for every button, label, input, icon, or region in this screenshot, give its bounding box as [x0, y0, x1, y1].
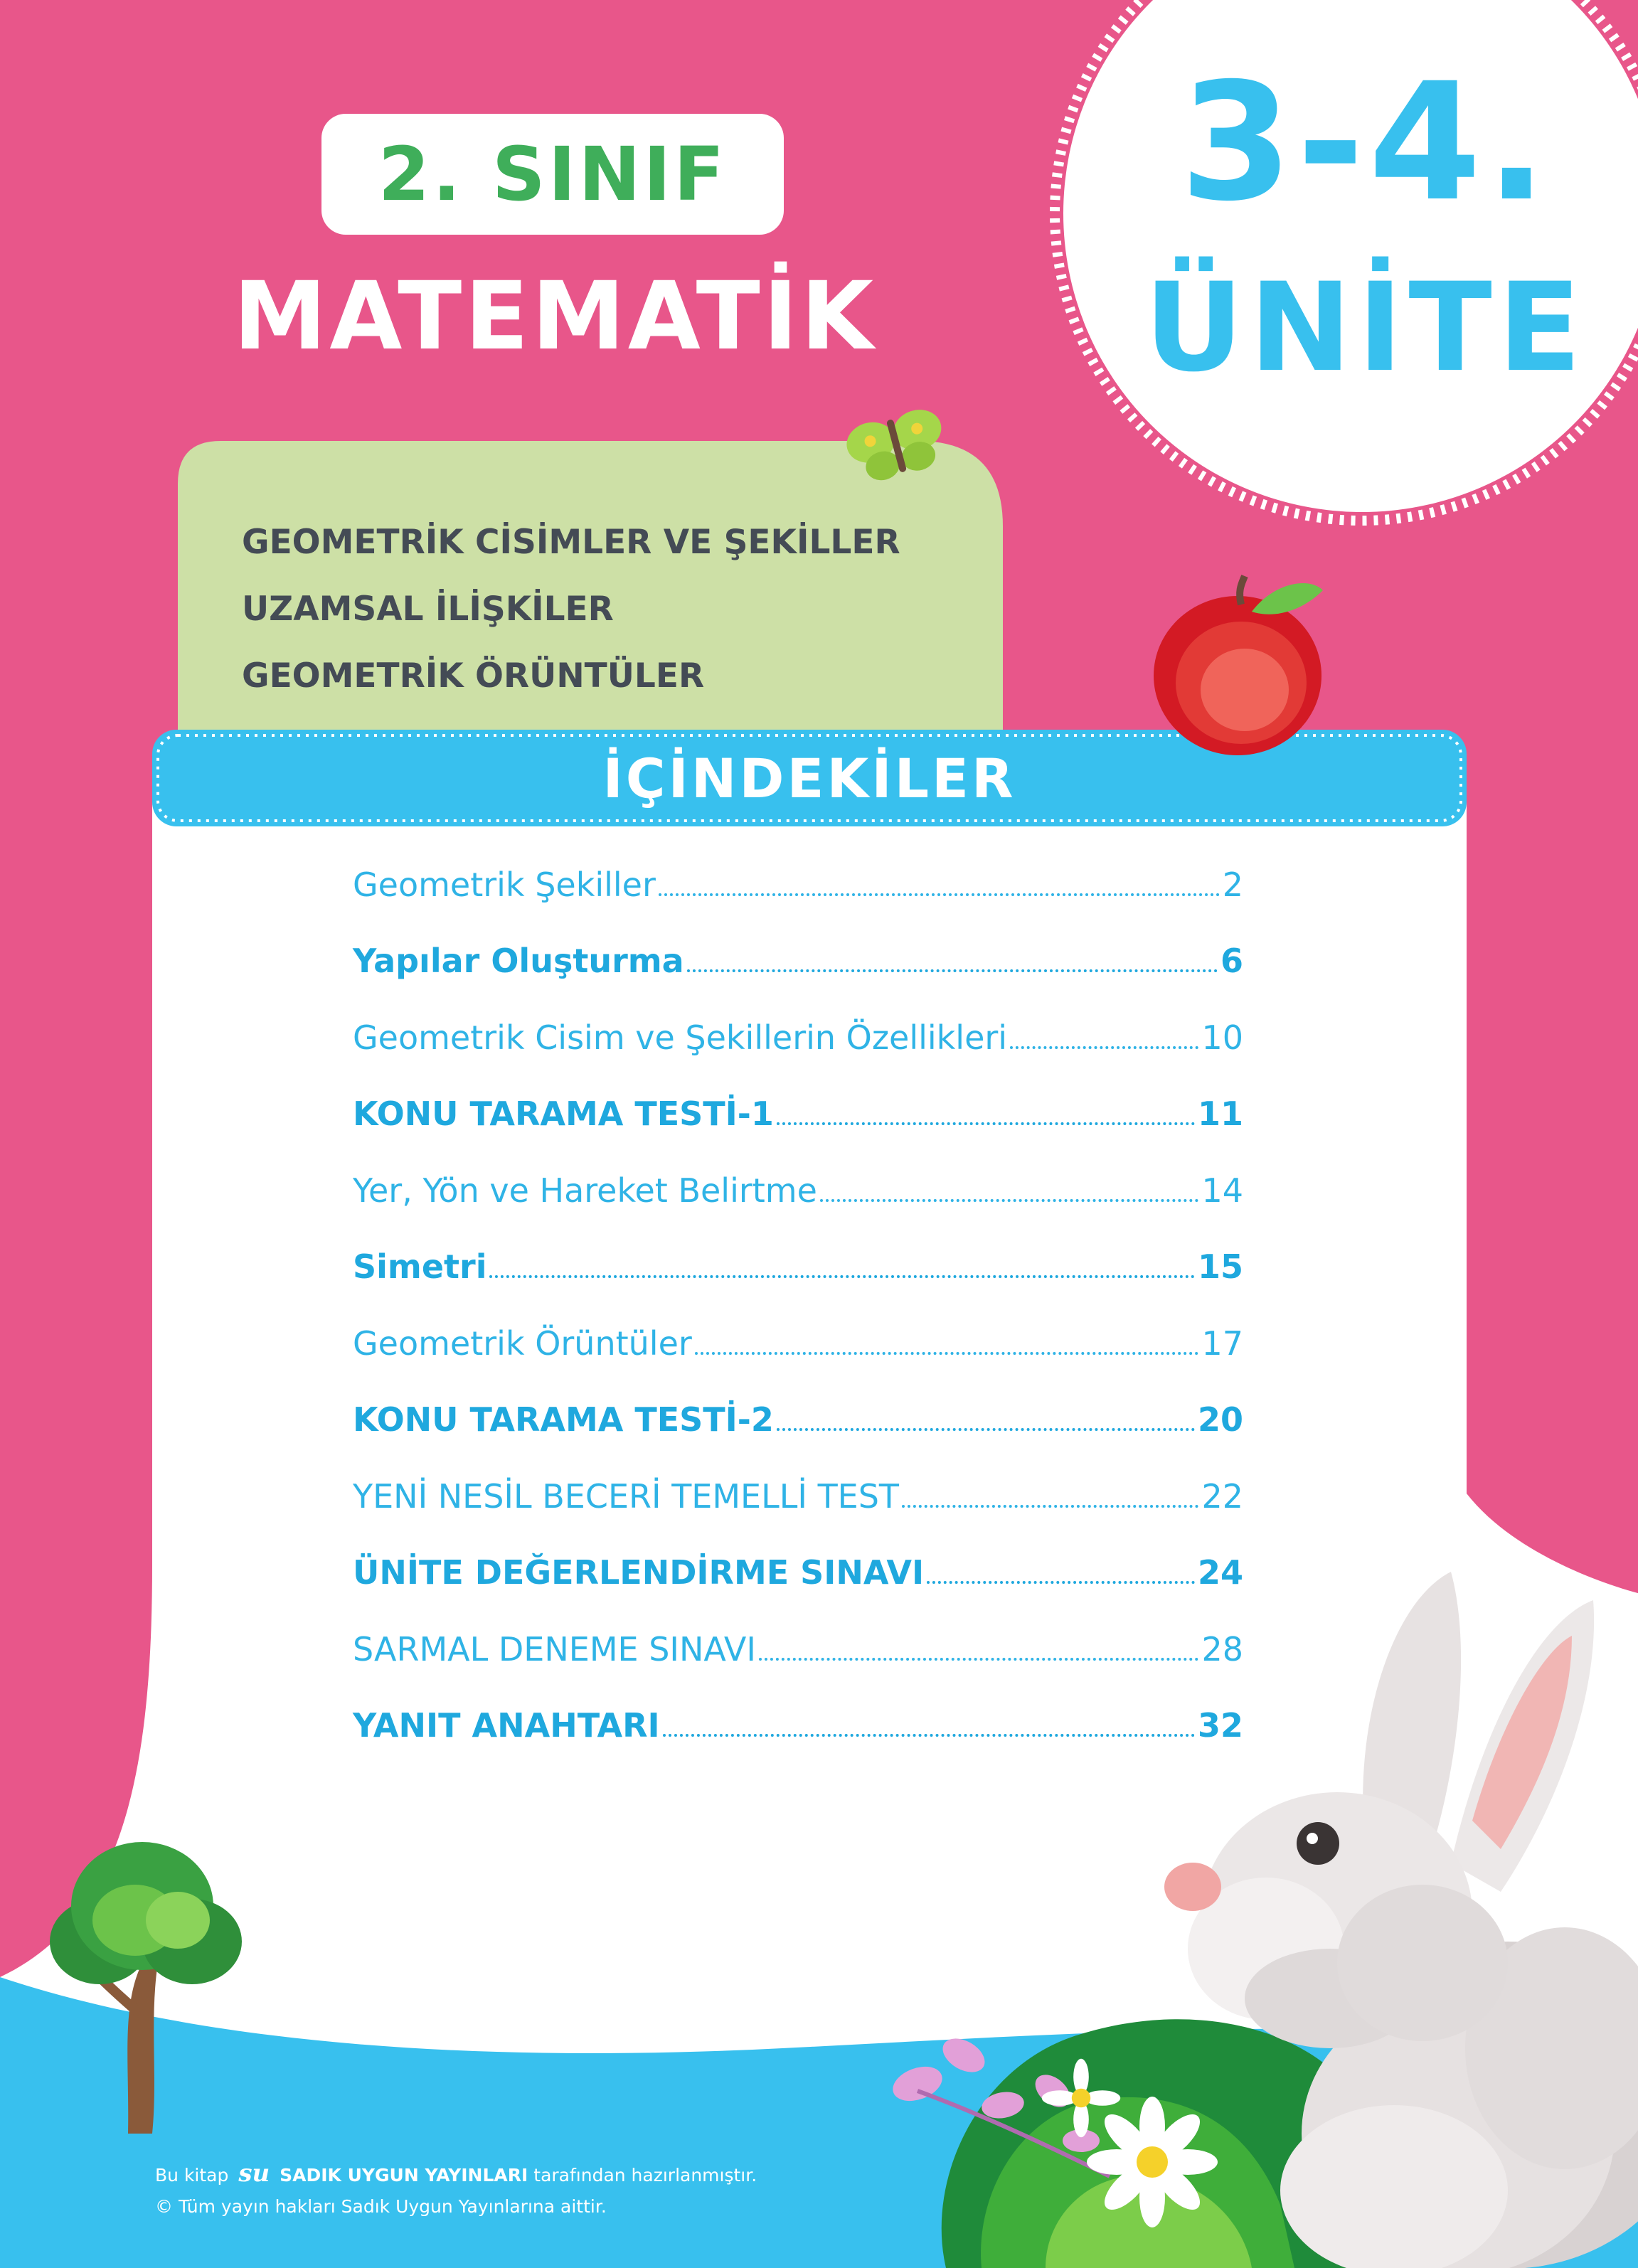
toc-heading: İÇİNDEKİLER — [602, 746, 1016, 810]
toc-entry-page: 32 — [1197, 1706, 1243, 1745]
toc-entry[interactable] — [353, 923, 1243, 1000]
toc-leader-dots — [489, 1275, 1195, 1278]
toc-entry-title: Geometrik Şekiller — [353, 865, 656, 904]
toc-entry-page: 14 — [1201, 1171, 1243, 1210]
toc-entry-page: 6 — [1220, 942, 1243, 981]
footer-line-1 — [155, 2158, 866, 2191]
grade-label: 2. SINIF — [321, 114, 784, 235]
toc-entry-title: KONU TARAMA TESTİ-2 — [353, 1400, 774, 1439]
unit-number: 3-4. — [1179, 48, 1552, 237]
toc-entry-title: SARMAL DENEME SINAVI — [353, 1629, 756, 1668]
topic-item: UZAMSAL İLİŞKİLER — [242, 589, 614, 629]
toc-entry-page: 10 — [1201, 1018, 1243, 1057]
toc-leader-dots — [902, 1505, 1198, 1508]
toc-entry[interactable] — [353, 1458, 1243, 1535]
toc-entry-page: 22 — [1201, 1476, 1243, 1516]
toc-entry-title: Yer, Yön ve Hareket Belirtme — [353, 1171, 817, 1210]
footer-suffix: tarafından hazırlanmıştır. — [533, 2165, 757, 2186]
toc-entry[interactable] — [353, 1305, 1243, 1382]
footer-prefix: Bu kitap — [155, 2165, 229, 2186]
toc-entry-title: YANIT ANAHTARI — [353, 1706, 660, 1745]
toc-entry-title: KONU TARAMA TESTİ-1 — [353, 1095, 774, 1134]
unit-word: ÜNİTE — [1144, 255, 1588, 399]
topic-item: GEOMETRİK ÖRÜNTÜLER — [242, 656, 705, 696]
subject-title: MATEMATİK — [233, 262, 877, 371]
publisher-footer — [155, 2158, 866, 2222]
toc-leader-dots — [659, 893, 1220, 896]
toc-leader-dots — [1010, 1046, 1198, 1049]
toc-entry-page: 11 — [1197, 1095, 1243, 1134]
toc-entry-title: Yapılar Oluşturma — [353, 942, 684, 981]
toc-entry-page: 2 — [1222, 865, 1243, 904]
toc-leader-dots — [927, 1581, 1195, 1584]
toc-entry-page: 17 — [1201, 1324, 1243, 1363]
toc-leader-dots — [820, 1199, 1199, 1202]
toc-leader-dots — [777, 1122, 1195, 1125]
toc-entry-title: Simetri — [353, 1247, 487, 1287]
toc-entry[interactable] — [353, 1535, 1243, 1612]
toc-leader-dots — [663, 1734, 1195, 1737]
table-of-contents — [353, 846, 1243, 1764]
toc-entry-title: ÜNİTE DEĞERLENDİRME SINAVI — [353, 1553, 925, 1592]
publisher-logo: su — [238, 2159, 270, 2188]
toc-entry-page: 24 — [1197, 1553, 1243, 1592]
toc-leader-dots — [687, 969, 1218, 972]
toc-leader-dots — [695, 1352, 1199, 1355]
toc-entry-title: YENİ NESİL BECERİ TEMELLİ TEST — [353, 1476, 900, 1516]
toc-entry-title: Geometrik Cisim ve Şekillerin Özellikleri — [353, 1018, 1008, 1057]
toc-entry[interactable] — [353, 999, 1243, 1076]
toc-entry[interactable] — [353, 1688, 1243, 1764]
toc-entry-page: 15 — [1197, 1247, 1243, 1287]
topics-list — [242, 509, 967, 709]
toc-entry[interactable] — [353, 1611, 1243, 1688]
copyright-line: © Tüm yayın hakları Sadık Uygun Yayınlarına aittir. — [155, 2196, 607, 2217]
toc-entry[interactable] — [353, 1382, 1243, 1459]
toc-entry-page: 28 — [1201, 1629, 1243, 1668]
toc-entry[interactable] — [353, 1229, 1243, 1306]
toc-entry[interactable] — [353, 1152, 1243, 1229]
toc-entry-page: 20 — [1197, 1400, 1243, 1439]
toc-leader-dots — [777, 1428, 1195, 1431]
toc-leader-dots — [759, 1658, 1198, 1661]
toc-entry[interactable] — [353, 846, 1243, 923]
toc-entry-title: Geometrik Örüntüler — [353, 1324, 692, 1363]
topic-item: GEOMETRİK CİSİMLER VE ŞEKİLLER — [242, 522, 900, 562]
publisher-name: SADIK UYGUN YAYINLARI — [280, 2165, 528, 2186]
toc-entry[interactable] — [353, 1076, 1243, 1153]
